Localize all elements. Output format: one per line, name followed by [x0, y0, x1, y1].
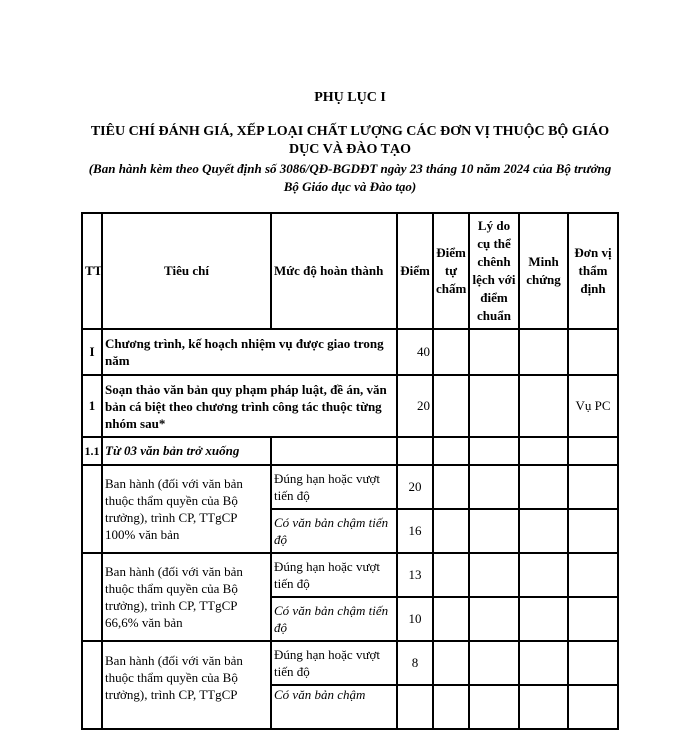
row-score: 16 — [397, 509, 433, 553]
row-appraiser: Vụ PC — [568, 375, 618, 437]
table-row — [82, 437, 618, 465]
row-score: 40 — [397, 329, 433, 375]
row-criteria: Ban hành (đối với văn bản thuộc thẩm quyền của Bộ trưởng), trình CP, TTgCP 66,6% văn bản — [102, 553, 271, 641]
row-tt: 1 — [82, 375, 102, 437]
criteria-table — [81, 212, 619, 730]
row-level: Có văn bản chậm tiến độ — [271, 509, 397, 553]
table-row — [82, 329, 618, 375]
row-score: 10 — [397, 597, 433, 641]
row-tt: I — [82, 329, 102, 375]
table-row — [82, 641, 618, 685]
header-criteria: Tiêu chí — [102, 213, 271, 329]
header-self-score: Điểm tự chấm — [433, 213, 469, 329]
table-row — [82, 465, 618, 509]
header-tt: TT — [82, 213, 102, 329]
row-criteria: Chương trình, kế hoạch nhiệm vụ được giao trong năm — [102, 329, 397, 375]
row-level: Đúng hạn hoặc vượt tiến độ — [271, 465, 397, 509]
header-score: Điểm — [397, 213, 433, 329]
table-header-row — [82, 213, 618, 329]
document-title: TIÊU CHÍ ĐÁNH GIÁ, XẾP LOẠI CHẤT LƯỢNG CÁC ĐƠN VỊ THUỘC BỘ GIÁO DỤC VÀ ĐÀO TẠO — [90, 124, 610, 157]
table-row — [82, 375, 618, 437]
appendix-heading: PHỤ LỤC I — [314, 90, 386, 105]
row-tt: 1.1 — [82, 437, 102, 465]
row-score: 20 — [397, 375, 433, 437]
row-score — [397, 685, 433, 729]
header-appraiser: Đơn vị thẩm định — [568, 213, 618, 329]
row-score: 8 — [397, 641, 433, 685]
header-level: Mức độ hoàn thành — [271, 213, 397, 329]
row-score: 13 — [397, 553, 433, 597]
row-level: Có văn bản chậm — [271, 685, 397, 729]
row-criteria: Ban hành (đối với văn bản thuộc thẩm quyền của Bộ trưởng), trình CP, TTgCP — [102, 641, 271, 729]
table-row — [82, 553, 618, 597]
header-evidence: Minh chứng — [519, 213, 568, 329]
row-level: Có văn bản chậm tiến độ — [271, 597, 397, 641]
header-reason: Lý do cụ thể chênh lệch với điểm chuẩn — [469, 213, 519, 329]
row-level: Đúng hạn hoặc vượt tiến độ — [271, 553, 397, 597]
row-criteria: Ban hành (đối với văn bản thuộc thẩm quyền của Bộ trưởng), trình CP, TTgCP 100% văn bản — [102, 465, 271, 553]
document-subtitle: (Ban hành kèm theo Quyết định số 3086/QĐ-BGDĐT ngày 23 tháng 10 năm 2024 của Bộ trưởng Bộ Giáo dục và Đào tạo) — [88, 161, 612, 194]
row-criteria: Soạn thảo văn bản quy phạm pháp luật, đề án, văn bản cá biệt theo chương trình công tác thuộc từng nhóm sau* — [102, 375, 397, 437]
row-score: 20 — [397, 465, 433, 509]
row-criteria: Từ 03 văn bản trở xuống — [102, 437, 271, 465]
row-level: Đúng hạn hoặc vượt tiến độ — [271, 641, 397, 685]
